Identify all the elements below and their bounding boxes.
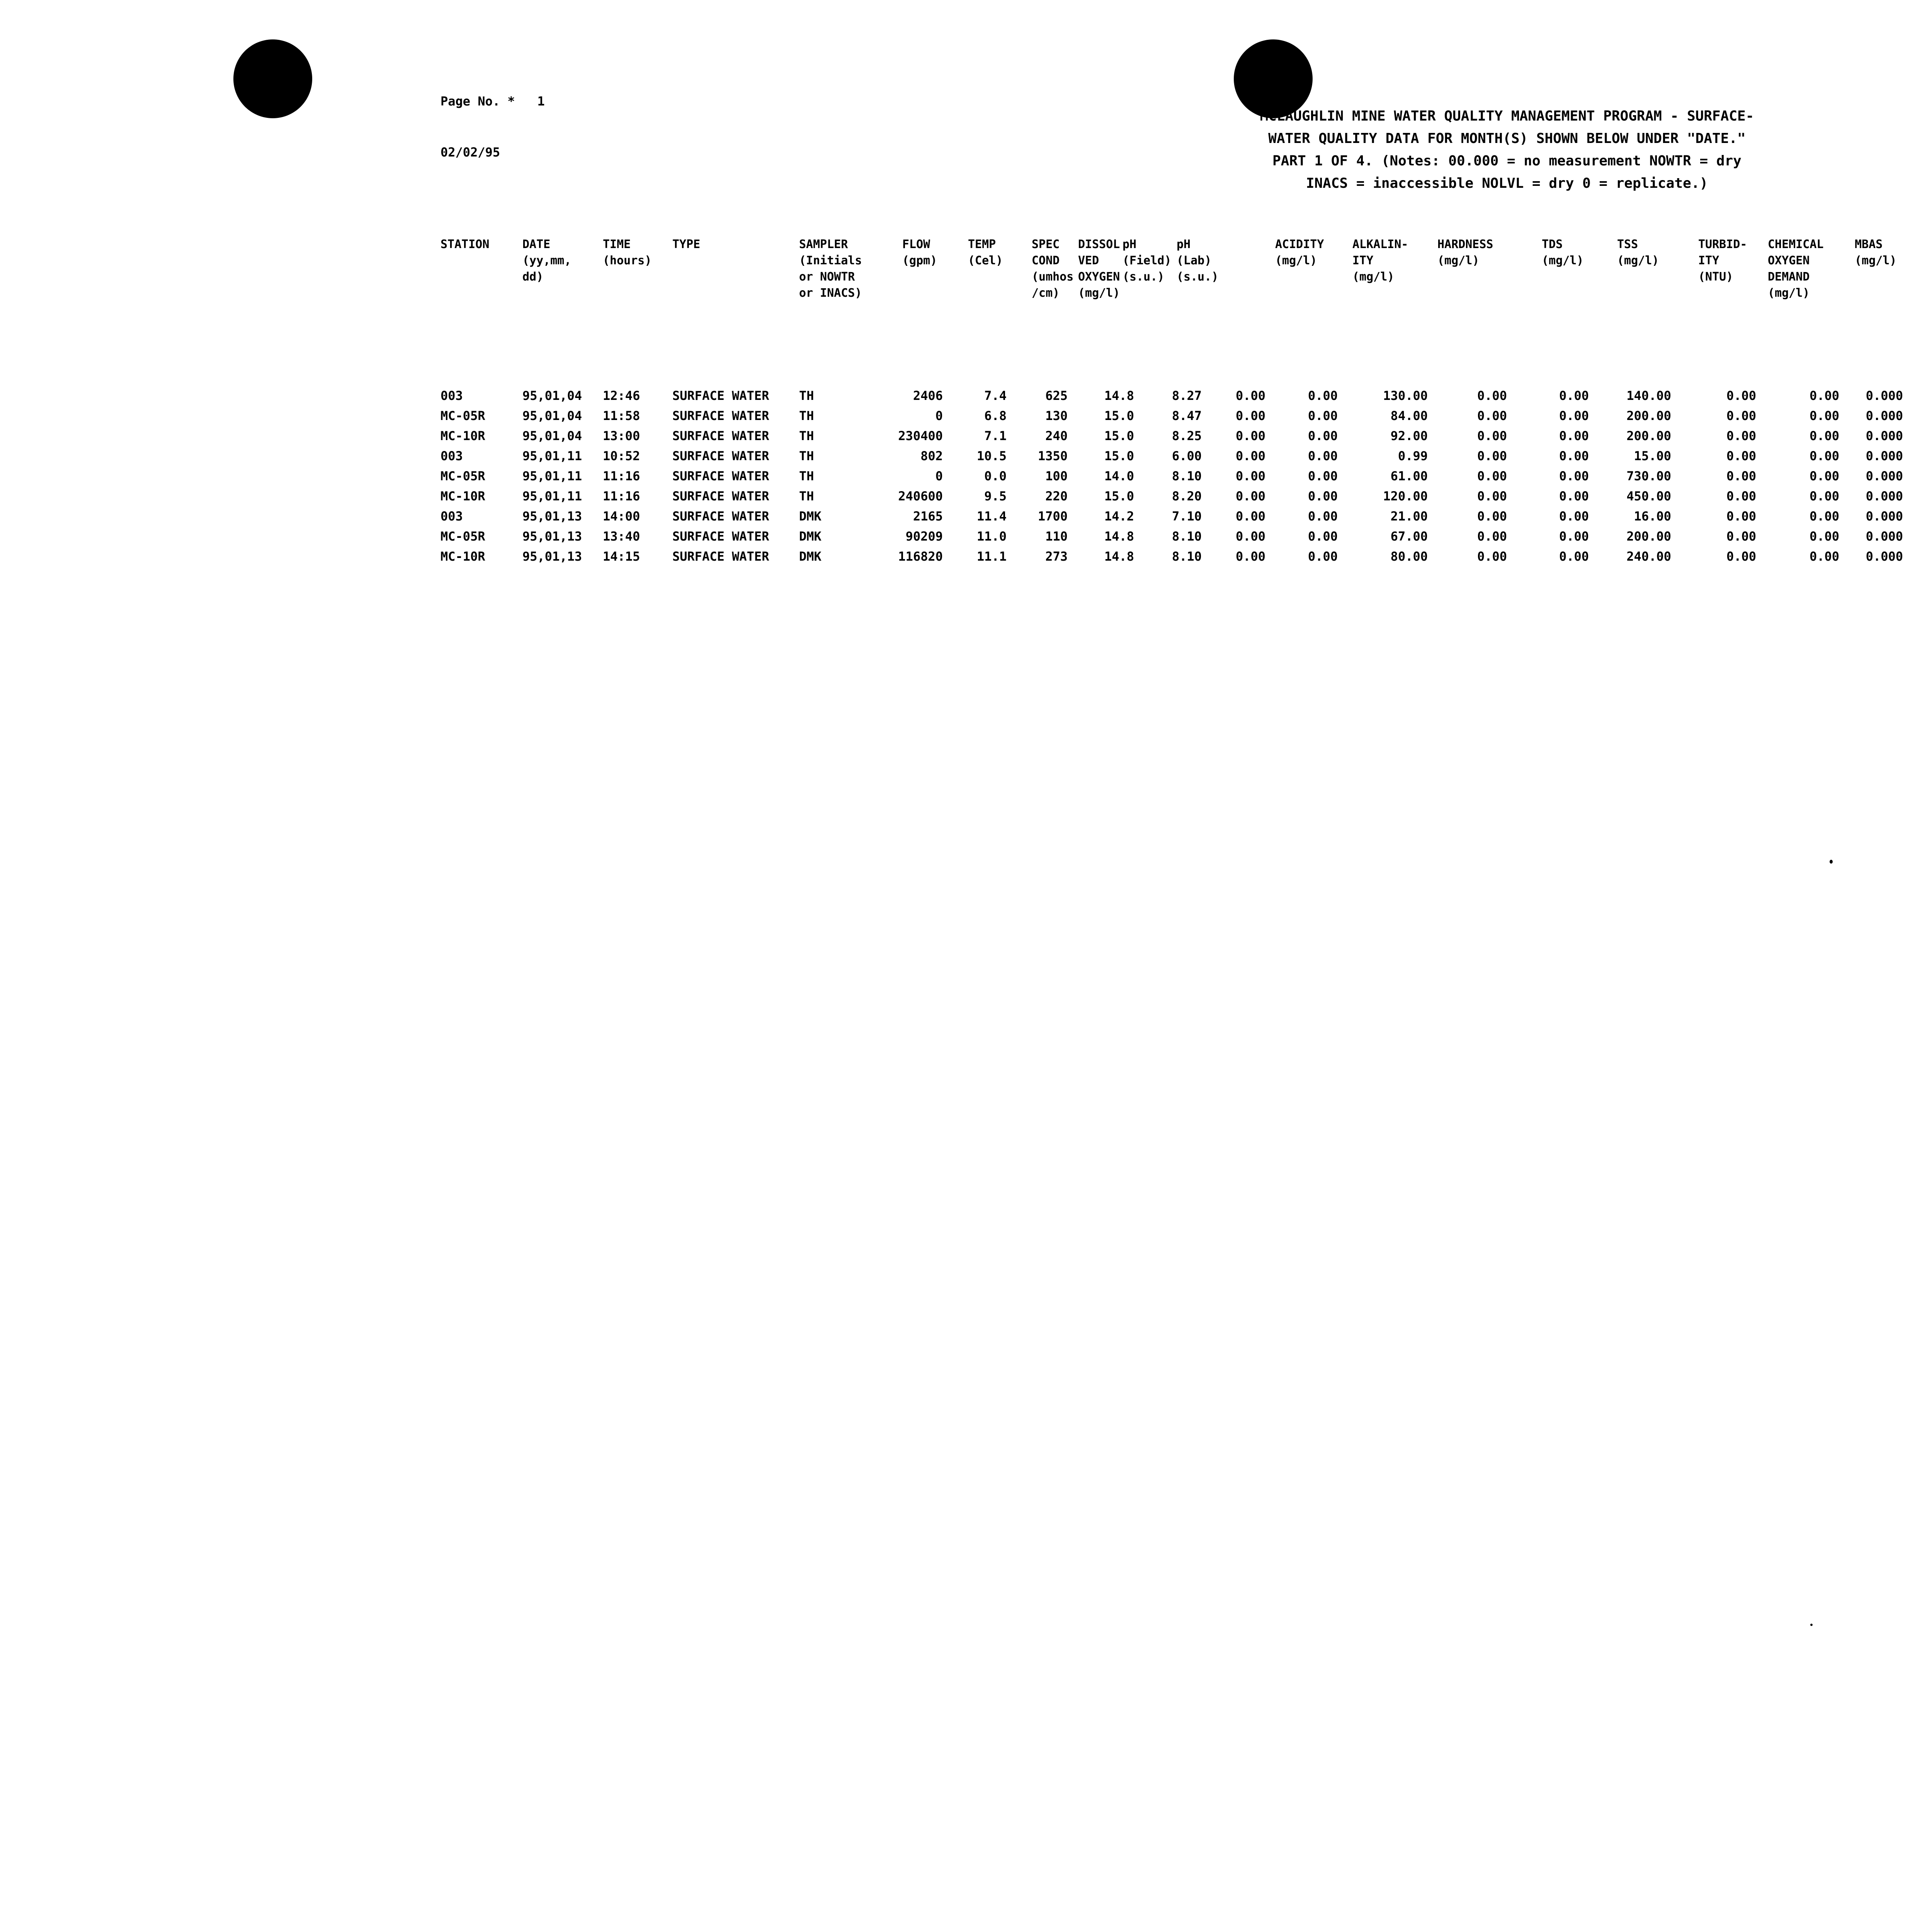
table-row — [0, 386, 1932, 406]
cell-temp: 6.8 — [984, 408, 1007, 423]
cell-tds: 0.00 — [1559, 449, 1589, 463]
cell-tds: 0.00 — [1559, 429, 1589, 443]
column-header-sampler: SAMPLER (Initials or NOWTR or INACS) — [799, 238, 862, 300]
cell-acidity: 0.00 — [1308, 469, 1338, 483]
cell-cod: 0.00 — [1809, 509, 1839, 524]
cell-hardness: 0.00 — [1477, 408, 1507, 423]
cell-mbas: 0.000 — [1866, 408, 1903, 423]
cell-dissolved-oxygen: 14.8 — [1104, 529, 1134, 544]
cell-spec-cond: 273 — [1045, 549, 1068, 564]
cell-ph-lab: 0.00 — [1235, 449, 1265, 463]
cell-date: 95,01,04 — [522, 408, 582, 423]
cell-spec-cond: 1350 — [1037, 449, 1068, 463]
cell-flow: 240600 — [898, 489, 943, 503]
cell-dissolved-oxygen: 15.0 — [1104, 489, 1134, 503]
table-row — [0, 546, 1932, 566]
cell-dissolved-oxygen: 14.2 — [1104, 509, 1134, 524]
cell-temp: 10.5 — [976, 449, 1007, 463]
cell-time: 10:52 — [603, 449, 640, 463]
cell-tds: 0.00 — [1559, 408, 1589, 423]
column-header-station: STATION — [440, 238, 490, 251]
table-row — [0, 506, 1932, 526]
cell-flow: 116820 — [898, 549, 943, 564]
cell-flow: 2406 — [913, 388, 943, 403]
cell-dissolved-oxygen: 15.0 — [1104, 408, 1134, 423]
cell-cod: 0.00 — [1809, 529, 1839, 544]
cell-sampler: TH — [799, 388, 814, 403]
table-row — [0, 426, 1932, 446]
cell-mbas: 0.000 — [1866, 529, 1903, 544]
cell-hardness: 0.00 — [1477, 469, 1507, 483]
cell-dissolved-oxygen: 14.8 — [1104, 549, 1134, 564]
cell-date: 95,01,13 — [522, 529, 582, 544]
cell-time: 11:16 — [603, 489, 640, 503]
column-header-tds: TDS (mg/l) — [1542, 238, 1584, 267]
cell-mbas: 0.000 — [1866, 469, 1903, 483]
column-header-tss: TSS (mg/l) — [1617, 238, 1659, 267]
cell-ph-field: 8.47 — [1172, 408, 1202, 423]
cell-acidity: 0.00 — [1308, 549, 1338, 564]
cell-dissolved-oxygen: 15.0 — [1104, 449, 1134, 463]
punch-hole-left — [233, 39, 312, 118]
cell-sampler: TH — [799, 429, 814, 443]
column-header-cod: CHEMICAL OXYGEN DEMAND (mg/l) — [1768, 238, 1824, 300]
cell-cod: 0.00 — [1809, 429, 1839, 443]
table-row — [0, 406, 1932, 426]
cell-acidity: 0.00 — [1308, 388, 1338, 403]
cell-hardness: 0.00 — [1477, 509, 1507, 524]
cell-station: 003 — [440, 449, 463, 463]
table-row — [0, 446, 1932, 466]
cell-alkalinity: 120.00 — [1383, 489, 1428, 503]
cell-mbas: 0.000 — [1866, 489, 1903, 503]
cell-alkalinity: 21.00 — [1390, 509, 1428, 524]
cell-acidity: 0.00 — [1308, 449, 1338, 463]
cell-sampler: DMK — [799, 509, 821, 524]
cell-ph-field: 8.10 — [1172, 529, 1202, 544]
cell-cod: 0.00 — [1809, 388, 1839, 403]
cell-spec-cond: 240 — [1045, 429, 1068, 443]
cell-type: SURFACE WATER — [672, 469, 769, 483]
cell-tds: 0.00 — [1559, 529, 1589, 544]
cell-hardness: 0.00 — [1477, 489, 1507, 503]
cell-dissolved-oxygen: 14.8 — [1104, 388, 1134, 403]
cell-turbidity: 0.00 — [1726, 489, 1756, 503]
cell-spec-cond: 100 — [1045, 469, 1068, 483]
cell-alkalinity: 80.00 — [1390, 549, 1428, 564]
cell-tss: 140.00 — [1626, 388, 1671, 403]
cell-ph-lab: 0.00 — [1235, 549, 1265, 564]
cell-ph-lab: 0.00 — [1235, 529, 1265, 544]
cell-flow: 0 — [935, 469, 943, 483]
cell-alkalinity: 92.00 — [1390, 429, 1428, 443]
cell-hardness: 0.00 — [1477, 429, 1507, 443]
column-header-type: TYPE — [672, 238, 701, 251]
cell-flow: 230400 — [898, 429, 943, 443]
cell-tds: 0.00 — [1559, 469, 1589, 483]
cell-turbidity: 0.00 — [1726, 469, 1756, 483]
cell-ph-lab: 0.00 — [1235, 429, 1265, 443]
cell-tds: 0.00 — [1559, 489, 1589, 503]
cell-ph-lab: 0.00 — [1235, 388, 1265, 403]
page-number: Page No. * 1 — [440, 94, 545, 109]
cell-flow: 0 — [935, 408, 943, 423]
cell-acidity: 0.00 — [1308, 489, 1338, 503]
cell-tss: 450.00 — [1626, 489, 1671, 503]
cell-tss: 240.00 — [1626, 549, 1671, 564]
cell-temp: 9.5 — [984, 489, 1007, 503]
cell-turbidity: 0.00 — [1726, 529, 1756, 544]
cell-ph-lab: 0.00 — [1235, 469, 1265, 483]
cell-tds: 0.00 — [1559, 509, 1589, 524]
report-header — [1155, 105, 1859, 195]
cell-ph-field: 7.10 — [1172, 509, 1202, 524]
cell-sampler: TH — [799, 449, 814, 463]
column-header-flow: FLOW (gpm) — [902, 238, 937, 267]
column-header-date: DATE (yy,mm, dd) — [522, 238, 571, 284]
cell-dissolved-oxygen: 15.0 — [1104, 429, 1134, 443]
cell-alkalinity: 130.00 — [1383, 388, 1428, 403]
cell-hardness: 0.00 — [1477, 388, 1507, 403]
cell-sampler: TH — [799, 408, 814, 423]
cell-station: MC-05R — [440, 408, 485, 423]
column-header-turbidity: TURBID- ITY (NTU) — [1698, 238, 1747, 284]
cell-acidity: 0.00 — [1308, 529, 1338, 544]
cell-hardness: 0.00 — [1477, 529, 1507, 544]
cell-time: 14:15 — [603, 549, 640, 564]
cell-dissolved-oxygen: 14.0 — [1104, 469, 1134, 483]
cell-ph-field: 6.00 — [1172, 449, 1202, 463]
cell-temp: 7.4 — [984, 388, 1007, 403]
cell-mbas: 0.000 — [1866, 449, 1903, 463]
cell-spec-cond: 625 — [1045, 388, 1068, 403]
cell-time: 12:46 — [603, 388, 640, 403]
cell-tss: 200.00 — [1626, 408, 1671, 423]
column-header-hardness: HARDNESS (mg/l) — [1437, 238, 1493, 267]
cell-station: 003 — [440, 388, 463, 403]
cell-type: SURFACE WATER — [672, 429, 769, 443]
cell-cod: 0.00 — [1809, 549, 1839, 564]
cell-mbas: 0.000 — [1866, 549, 1903, 564]
cell-flow: 2165 — [913, 509, 943, 524]
cell-turbidity: 0.00 — [1726, 549, 1756, 564]
cell-ph-lab: 0.00 — [1235, 509, 1265, 524]
cell-turbidity: 0.00 — [1726, 449, 1756, 463]
cell-station: MC-10R — [440, 549, 485, 564]
cell-date: 95,01,11 — [522, 449, 582, 463]
cell-turbidity: 0.00 — [1726, 429, 1756, 443]
cell-type: SURFACE WATER — [672, 509, 769, 524]
cell-time: 11:58 — [603, 408, 640, 423]
column-header-spec-cond: SPEC COND (umhos /cm) — [1032, 238, 1074, 300]
cell-tss: 15.00 — [1634, 449, 1671, 463]
page-info — [440, 59, 545, 178]
cell-spec-cond: 130 — [1045, 408, 1068, 423]
cell-flow: 90209 — [905, 529, 943, 544]
cell-station: MC-05R — [440, 469, 485, 483]
column-header-time: TIME (hours) — [603, 238, 652, 267]
header-line-3: PART 1 OF 4. (Notes: 00.000 = no measurement NOWTR = dry — [1272, 153, 1742, 169]
cell-cod: 0.00 — [1809, 489, 1839, 503]
cell-tds: 0.00 — [1559, 388, 1589, 403]
cell-station: MC-10R — [440, 489, 485, 503]
cell-flow: 802 — [920, 449, 943, 463]
cell-tds: 0.00 — [1559, 549, 1589, 564]
table-row — [0, 486, 1932, 506]
column-header-acidity: ACIDITY (mg/l) — [1275, 238, 1324, 267]
header-line-2: WATER QUALITY DATA FOR MONTH(S) SHOWN BELOW UNDER "DATE." — [1268, 131, 1746, 146]
table-row — [0, 526, 1932, 546]
cell-date: 95,01,11 — [522, 469, 582, 483]
cell-alkalinity: 84.00 — [1390, 408, 1428, 423]
cell-mbas: 0.000 — [1866, 388, 1903, 403]
cell-station: 003 — [440, 509, 463, 524]
cell-ph-lab: 0.00 — [1235, 489, 1265, 503]
cell-turbidity: 0.00 — [1726, 509, 1756, 524]
cell-cod: 0.00 — [1809, 449, 1839, 463]
cell-ph-field: 8.20 — [1172, 489, 1202, 503]
cell-turbidity: 0.00 — [1726, 408, 1756, 423]
cell-time: 13:40 — [603, 529, 640, 544]
cell-mbas: 0.000 — [1866, 509, 1903, 524]
column-header-temp: TEMP (Cel) — [968, 238, 1003, 267]
cell-ph-lab: 0.00 — [1235, 408, 1265, 423]
column-header-ph-field: pH (Field) (s.u.) — [1122, 238, 1172, 284]
column-header-alkalinity: ALKALIN- ITY (mg/l) — [1352, 238, 1408, 284]
column-header-mbas: MBAS (mg/l) — [1855, 238, 1897, 267]
cell-temp: 11.0 — [976, 529, 1007, 544]
cell-tss: 16.00 — [1634, 509, 1671, 524]
cell-acidity: 0.00 — [1308, 408, 1338, 423]
cell-sampler: TH — [799, 489, 814, 503]
cell-spec-cond: 220 — [1045, 489, 1068, 503]
cell-date: 95,01,13 — [522, 509, 582, 524]
cell-date: 95,01,04 — [522, 429, 582, 443]
scan-speck — [1810, 1624, 1813, 1626]
header-line-1: MCLAUGHLIN MINE WATER QUALITY MANAGEMENT PROGRAM - SURFACE- — [1260, 108, 1754, 124]
cell-spec-cond: 110 — [1045, 529, 1068, 544]
cell-date: 95,01,13 — [522, 549, 582, 564]
cell-type: SURFACE WATER — [672, 489, 769, 503]
cell-tss: 200.00 — [1626, 429, 1671, 443]
cell-tss: 200.00 — [1626, 529, 1671, 544]
cell-ph-field: 8.10 — [1172, 549, 1202, 564]
cell-temp: 11.4 — [976, 509, 1007, 524]
cell-cod: 0.00 — [1809, 408, 1839, 423]
cell-spec-cond: 1700 — [1037, 509, 1068, 524]
cell-sampler: DMK — [799, 529, 821, 544]
cell-time: 13:00 — [603, 429, 640, 443]
cell-alkalinity: 61.00 — [1390, 469, 1428, 483]
cell-acidity: 0.00 — [1308, 429, 1338, 443]
cell-time: 14:00 — [603, 509, 640, 524]
cell-type: SURFACE WATER — [672, 529, 769, 544]
column-header-ph-lab: pH (Lab) (s.u.) — [1177, 238, 1219, 284]
cell-ph-field: 8.27 — [1172, 388, 1202, 403]
cell-temp: 11.1 — [976, 549, 1007, 564]
cell-ph-field: 8.25 — [1172, 429, 1202, 443]
column-header-dissolved-oxygen: DISSOL VED OXYGEN (mg/l) — [1078, 238, 1120, 300]
cell-type: SURFACE WATER — [672, 388, 769, 403]
scan-speck — [1830, 860, 1833, 864]
table-row — [0, 466, 1932, 486]
cell-mbas: 0.000 — [1866, 429, 1903, 443]
cell-hardness: 0.00 — [1477, 549, 1507, 564]
cell-hardness: 0.00 — [1477, 449, 1507, 463]
header-line-4: INACS = inaccessible NOLVL = dry 0 = replicate.) — [1306, 175, 1708, 191]
cell-date: 95,01,11 — [522, 489, 582, 503]
cell-sampler: TH — [799, 469, 814, 483]
cell-acidity: 0.00 — [1308, 509, 1338, 524]
cell-alkalinity: 67.00 — [1390, 529, 1428, 544]
cell-time: 11:16 — [603, 469, 640, 483]
cell-cod: 0.00 — [1809, 469, 1839, 483]
print-date: 02/02/95 — [440, 145, 500, 160]
cell-type: SURFACE WATER — [672, 449, 769, 463]
cell-station: MC-10R — [440, 429, 485, 443]
cell-date: 95,01,04 — [522, 388, 582, 403]
cell-temp: 7.1 — [984, 429, 1007, 443]
cell-tss: 730.00 — [1626, 469, 1671, 483]
cell-turbidity: 0.00 — [1726, 388, 1756, 403]
cell-ph-field: 8.10 — [1172, 469, 1202, 483]
cell-temp: 0.0 — [984, 469, 1007, 483]
cell-station: MC-05R — [440, 529, 485, 544]
cell-type: SURFACE WATER — [672, 408, 769, 423]
cell-type: SURFACE WATER — [672, 549, 769, 564]
cell-alkalinity: 0.99 — [1398, 449, 1428, 463]
cell-sampler: DMK — [799, 549, 821, 564]
